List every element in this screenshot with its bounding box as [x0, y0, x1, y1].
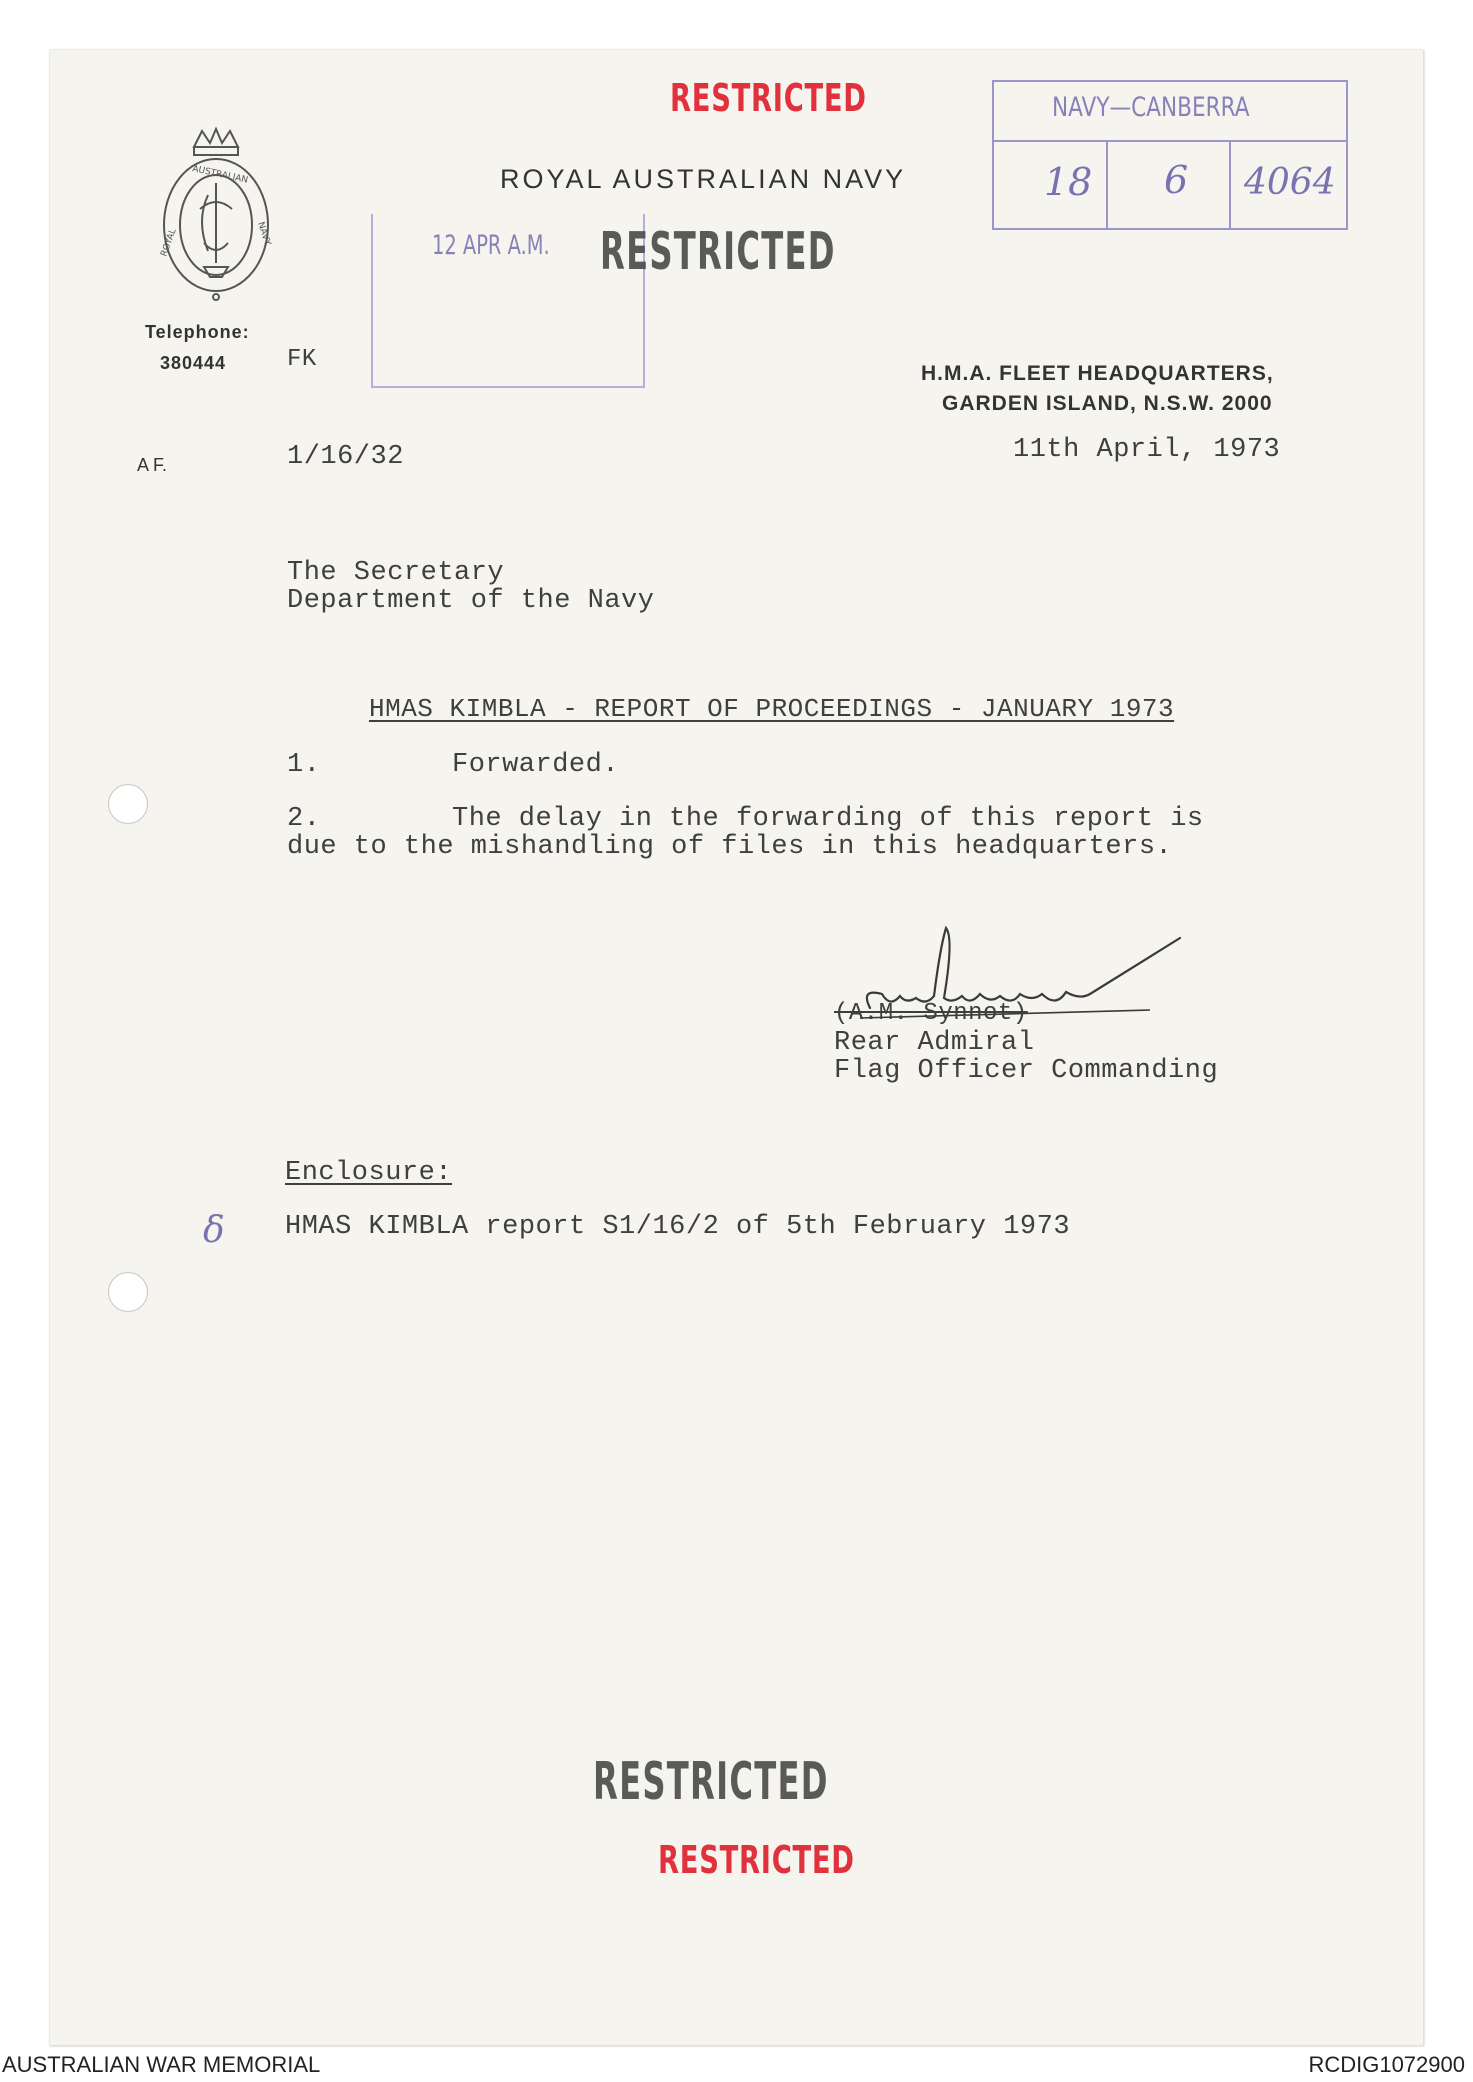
paragraph-2-number: 2.	[287, 804, 321, 834]
registry-title: NAVY—CANBERRA	[1052, 92, 1250, 123]
enclosure-text: HMAS KIMBLA report S1/16/2 of 5th February 1973	[285, 1212, 1071, 1242]
svg-text:NAVY: NAVY	[255, 220, 273, 247]
registry-cell-2: 6	[1164, 158, 1189, 202]
letter-date: 11th April, 1973	[1013, 435, 1281, 465]
file-prefix: A F.	[137, 455, 168, 475]
restricted-stamp-grey-bottom: RESTRICTED	[593, 1752, 829, 1812]
svg-text:ROYAL: ROYAL	[159, 227, 179, 259]
registry-cell-1: 18	[1044, 160, 1093, 204]
crest-icon	[150, 125, 282, 305]
restricted-stamp-bottom: RESTRICTED	[658, 1838, 855, 1882]
organisation-heading: ROYAL AUSTRALIAN NAVY	[500, 164, 907, 194]
address-line-1: H.M.A. FLEET HEADQUARTERS,	[921, 362, 1274, 385]
file-reference: 1/16/32	[287, 442, 404, 472]
paragraph-1-number: 1.	[287, 750, 321, 780]
telephone-number: 380444	[160, 353, 227, 373]
signatory-title: Flag Officer Commanding	[834, 1056, 1219, 1086]
footer-archive-name: AUSTRALIAN WAR MEMORIAL	[2, 2052, 321, 2077]
document-page	[50, 50, 1424, 2046]
registry-stamp	[992, 80, 1348, 230]
addressee-line-1: The Secretary	[287, 558, 505, 588]
registry-cell-3: 4064	[1244, 162, 1336, 203]
enclosure-handwritten-mark: δ	[203, 1210, 225, 1251]
restricted-stamp-top: RESTRICTED	[670, 76, 867, 120]
svg-text:AUSTRALIAN: AUSTRALIAN	[191, 164, 249, 186]
registry-cell-divider-2	[1229, 140, 1231, 228]
paragraph-2-line-2: due to the mishandling of files in this headquarters.	[287, 832, 1173, 862]
subject-line: HMAS KIMBLA - REPORT OF PROCEEDINGS - JANUARY 1973	[369, 694, 1175, 724]
registry-divider	[994, 140, 1346, 142]
punch-hole-bottom	[108, 1272, 148, 1312]
telephone-label: Telephone:	[145, 322, 250, 342]
paragraph-2-line-1: The delay in the forwarding of this report is	[452, 804, 1204, 834]
addressee-line-2: Department of the Navy	[287, 586, 655, 616]
received-date-stamp: 12 APR A.M.	[432, 230, 550, 261]
footer-item-id: RCDIG1072900	[1308, 2052, 1465, 2077]
typist-initials: FK	[287, 346, 317, 373]
address-line-2: GARDEN ISLAND, N.S.W. 2000	[942, 392, 1273, 415]
registry-cell-divider-1	[1106, 140, 1108, 228]
navy-crest-emblem	[150, 125, 282, 305]
paragraph-1-text: Forwarded.	[452, 750, 620, 780]
signatory-rank: Rear Admiral	[834, 1028, 1035, 1058]
enclosure-label: Enclosure:	[285, 1158, 453, 1188]
restricted-stamp-grey-top: RESTRICTED	[600, 222, 836, 282]
punch-hole-top	[108, 784, 148, 824]
signatory-name: (A.M. Synnot)	[834, 1000, 1028, 1027]
